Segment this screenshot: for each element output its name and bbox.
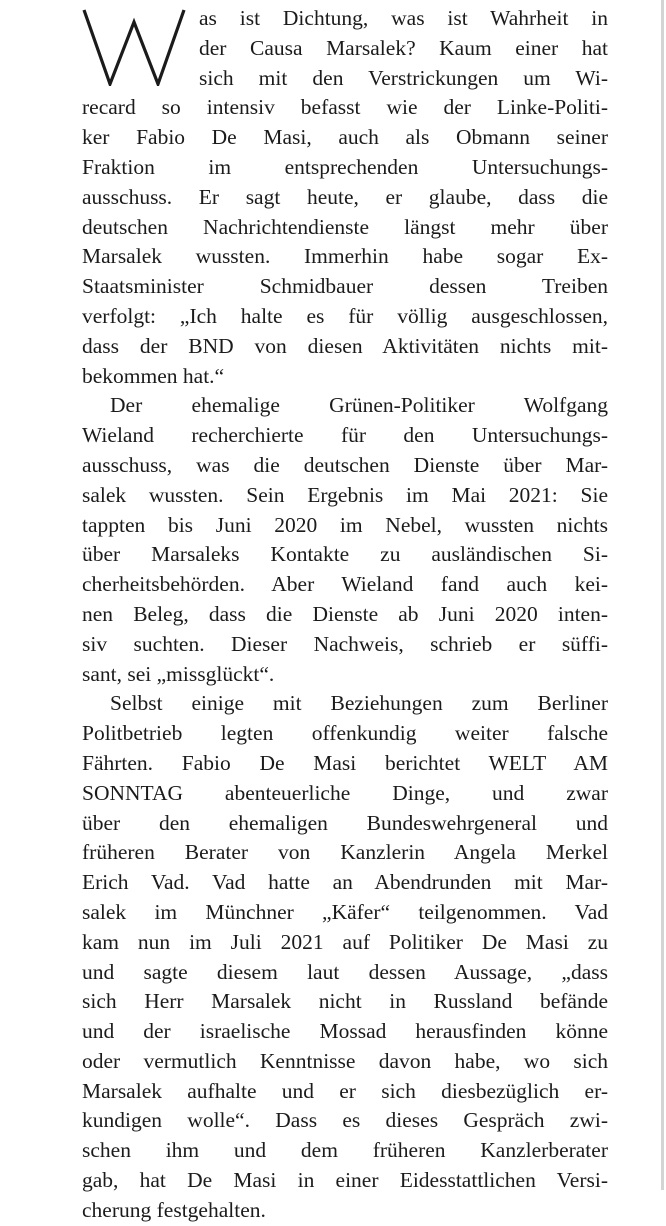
text-line: cherheitsbehörden. Aber Wieland fand auch kei- xyxy=(82,572,608,597)
text-line: sich mit den Verstrickungen um Wi- xyxy=(199,65,608,90)
text-line: deutschen Nachrichtendienste längst mehr über xyxy=(82,214,608,239)
text-line: Selbst einige mit Beziehungen zum Berliner xyxy=(110,691,608,716)
text-line: früheren Berater von Kanzlerin Angela Merkel xyxy=(82,840,608,865)
text-line: sich Herr Marsalek nicht in Russland befände xyxy=(82,989,608,1014)
text-line: as ist Dichtung, was ist Wahrheit in xyxy=(199,6,608,30)
text-line: schen ihm und dem früheren Kanzlerberater xyxy=(82,1138,608,1163)
text-line: über den ehemaligen Bundeswehrgeneral und xyxy=(82,810,608,835)
text-line: verfolgt: „Ich halte es für völlig ausgeschlossen, xyxy=(82,303,608,328)
paragraph-3 xyxy=(82,689,608,1225)
text-line: SONNTAG abenteuerliche Dinge, und zwar xyxy=(82,780,608,805)
text-line: Erich Vad. Vad hatte an Abendrunden mit Mar- xyxy=(82,870,608,895)
text-line: kundigen wolle“. Dass es dieses Gespräch zwi- xyxy=(82,1108,608,1133)
text-line: siv suchten. Dieser Nachweis, schrieb er süffi- xyxy=(82,631,608,656)
text-line: über Marsaleks Kontakte zu ausländischen Si- xyxy=(82,542,608,567)
text-line: oder vermutlich Kenntnisse davon habe, wo sich xyxy=(82,1048,608,1073)
text-line: und der israelische Mossad herausfinden könne xyxy=(82,1019,608,1044)
article-body xyxy=(82,4,608,1226)
text-line: ausschuss. Er sagt heute, er glaube, dass die xyxy=(82,184,608,209)
text-line: salek wussten. Sein Ergebnis im Mai 2021: Sie xyxy=(82,482,608,507)
text-line: Wieland recherchierte für den Untersuchungs- xyxy=(82,423,608,448)
text-line: Staatsminister Schmidbauer dessen Treiben xyxy=(82,274,608,299)
text-line: ker Fabio De Masi, auch als Obmann seiner xyxy=(82,125,608,150)
text-line: dass der BND von diesen Aktivitäten nichts mit- xyxy=(82,333,608,358)
paragraph-1 xyxy=(82,4,608,391)
drop-cap-letter xyxy=(82,8,186,86)
text-line: Marsalek wussten. Immerhin habe sogar Ex- xyxy=(82,244,608,269)
text-line: und sagte diesem laut dessen Aussage, „dass xyxy=(82,959,608,984)
paragraph-2 xyxy=(82,391,608,689)
text-line: Der ehemalige Grünen-Politiker Wolfgang xyxy=(110,393,608,418)
text-line: Fraktion im entsprechenden Untersuchungs- xyxy=(82,154,608,179)
text-line: kam nun im Juli 2021 auf Politiker De Masi zu xyxy=(82,929,608,954)
text-line: Fährten. Fabio De Masi berichtet WELT AM xyxy=(82,750,608,775)
dropcap-block xyxy=(82,4,608,93)
text-line: salek im Münchner „Käfer“ teilgenommen. Vad xyxy=(82,899,608,924)
text-line: sant, sei „missglückt“. xyxy=(82,661,275,686)
text-line: tappten bis Juni 2020 im Nebel, wussten nichts xyxy=(82,512,608,537)
text-line: Marsalek aufhalte und er sich diesbezüglich er- xyxy=(82,1078,608,1103)
text-line: ausschuss, was die deutschen Dienste über Mar- xyxy=(82,452,608,477)
text-line: recard so intensiv befasst wie der Linke-Politi- xyxy=(82,95,608,120)
text-line: nen Beleg, dass die Dienste ab Juni 2020 inten- xyxy=(82,601,608,626)
text-line: der Causa Marsalek? Kaum einer hat xyxy=(199,35,608,60)
text-line: gab, hat De Masi in einer Eidesstattlichen Versi- xyxy=(82,1168,608,1193)
text-line: Politbetrieb legten offenkundig weiter falsche xyxy=(82,721,608,746)
text-line: bekommen hat.“ xyxy=(82,363,225,388)
page-edge-divider xyxy=(661,0,664,1190)
text-line: cherung festgehalten. xyxy=(82,1197,266,1222)
